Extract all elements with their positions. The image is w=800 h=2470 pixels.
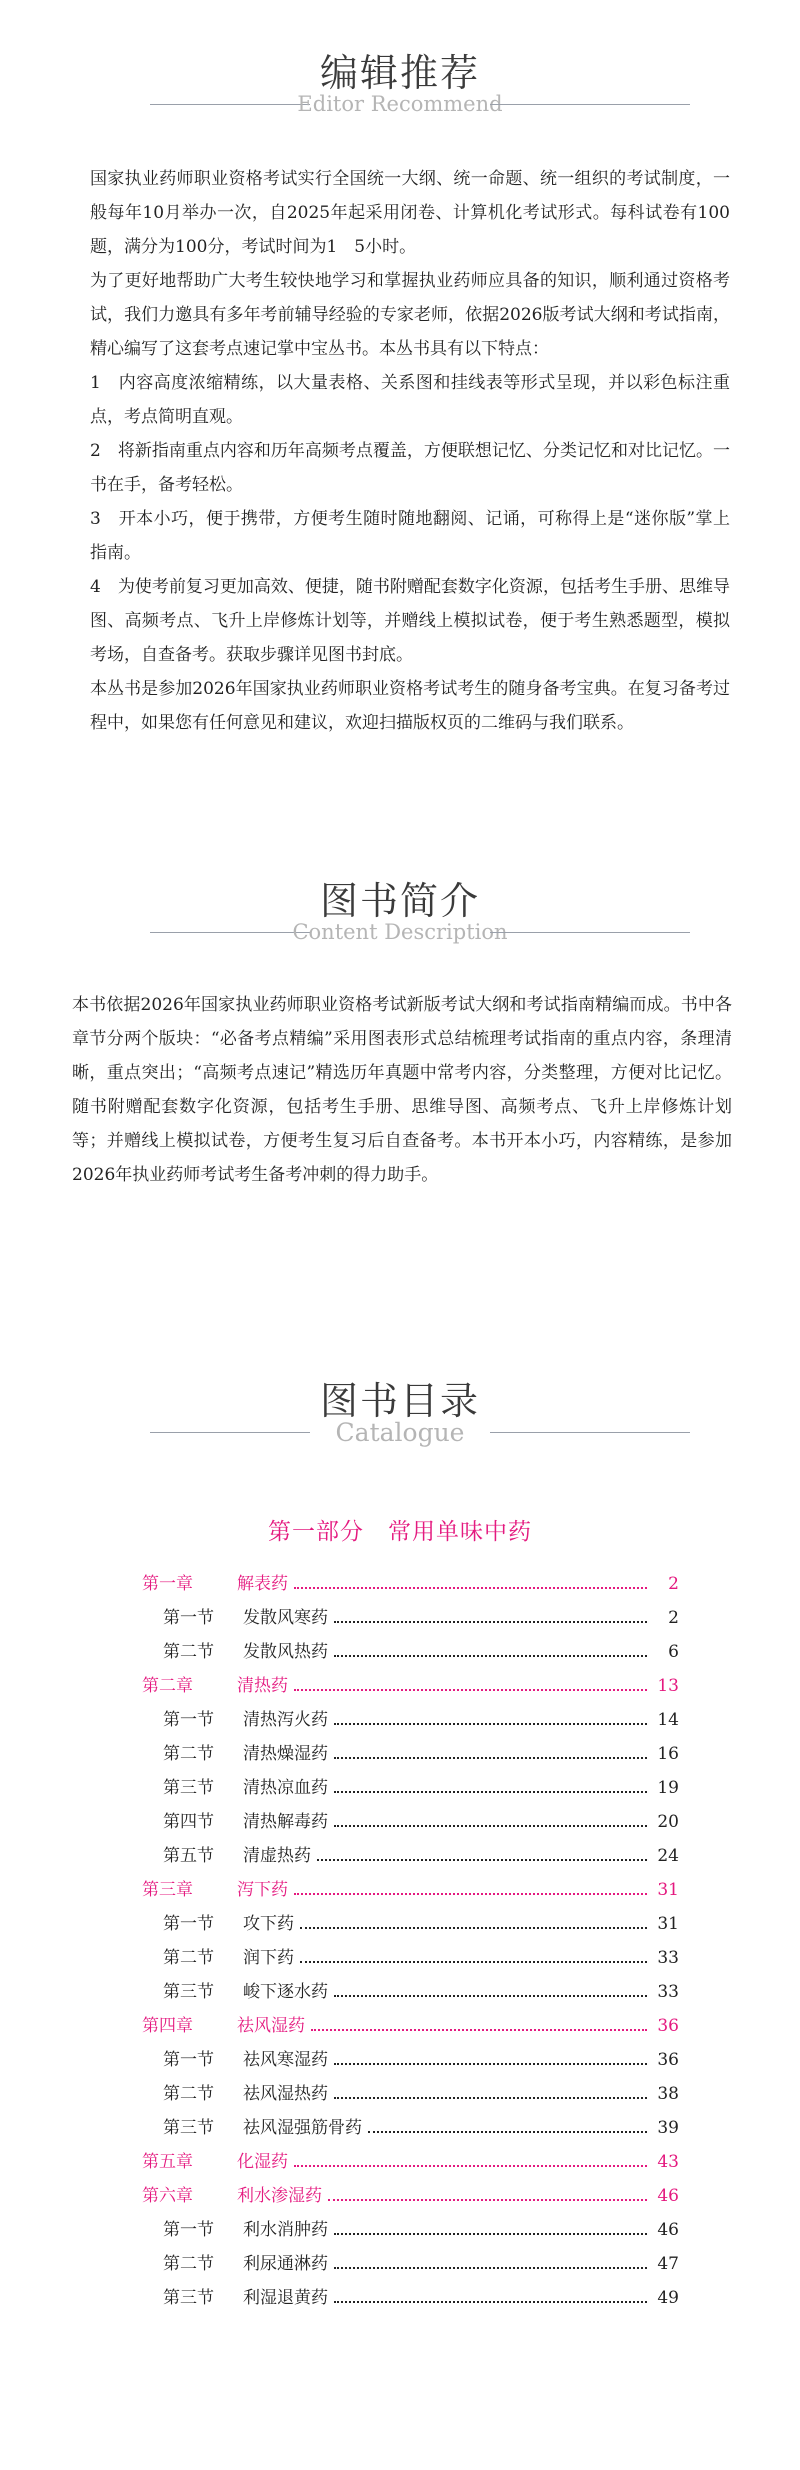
toc-number: 第一节: [163, 1608, 214, 1628]
toc-leader-dots: [368, 2131, 647, 2133]
toc-title: 祛风湿药: [237, 2016, 305, 2036]
part-title: 第一部分 常用单味中药: [268, 1519, 532, 1545]
toc-title: 清热燥湿药: [243, 1744, 328, 1764]
toc-title: 清热药: [237, 1676, 288, 1696]
editor-body: [90, 162, 730, 740]
toc-title: 利湿退黄药: [243, 2288, 328, 2308]
toc-number: 第二节: [163, 1642, 214, 1662]
toc-title: 峻下逐水药: [243, 1982, 328, 2002]
toc-leader-dots: [334, 1757, 647, 1759]
toc-leader-dots: [334, 2233, 647, 2235]
toc-number: 第六章: [142, 2186, 193, 2206]
toc-leader-dots: [294, 1587, 647, 1589]
toc-leader-dots: [294, 1689, 647, 1691]
toc-page-number: 36: [657, 2050, 679, 2070]
toc-section-row[interactable]: [0, 2077, 800, 2111]
toc-leader-dots: [334, 1825, 647, 1827]
toc-title: 发散风热药: [243, 1642, 328, 1662]
toc-page-number: 31: [657, 1880, 679, 1900]
toc-number: 第一节: [163, 1710, 214, 1730]
toc-number: 第二节: [163, 1744, 214, 1764]
catalogue-subtitle: Catalogue: [335, 1418, 465, 1447]
toc-title: 利水消肿药: [243, 2220, 328, 2240]
table-of-contents: [0, 1567, 800, 2315]
toc-title: 利水渗湿药: [237, 2186, 322, 2206]
toc-number: 第二章: [142, 1676, 193, 1696]
toc-number: 第一节: [163, 2050, 214, 2070]
toc-section-row[interactable]: [0, 2111, 800, 2145]
toc-page-number: 14: [657, 1710, 679, 1730]
toc-section-row[interactable]: [0, 1703, 800, 1737]
toc-title: 祛风湿热药: [243, 2084, 328, 2104]
toc-page-number: 33: [657, 1982, 679, 2002]
toc-chapter-row[interactable]: [0, 1873, 800, 1907]
catalogue-title: 图书目录: [319, 1379, 480, 1423]
toc-title: 解表药: [237, 1574, 288, 1594]
toc-chapter-row[interactable]: [0, 2145, 800, 2179]
toc-number: 第三章: [142, 1880, 193, 1900]
toc-page-number: 39: [657, 2118, 679, 2138]
divider-right: [490, 104, 690, 105]
intro-subtitle: Content Description: [292, 920, 508, 944]
toc-section-row[interactable]: [0, 1975, 800, 2009]
toc-title: 利尿通淋药: [243, 2254, 328, 2274]
toc-number: 第一节: [163, 2220, 214, 2240]
toc-leader-dots: [334, 1723, 647, 1725]
toc-page-number: 33: [657, 1948, 679, 1968]
toc-section-row[interactable]: [0, 2247, 800, 2281]
toc-page-number: 46: [657, 2186, 679, 2206]
toc-page-number: 13: [657, 1676, 679, 1696]
toc-title: 泻下药: [237, 1880, 288, 1900]
toc-number: 第五章: [142, 2152, 193, 2172]
toc-leader-dots: [300, 1961, 647, 1963]
intro-paragraph: 本书依据2026年国家执业药师职业资格考试新版考试大纲和考试指南精编而成。书中各章节分两个版块：“必备考点精编”采用图表形式总结梳理考试指南的重点内容，条理清晰，重点突出；“高频考点速记”精选历年真题中常考内容，分类整理，方便对比记忆。随书附赠配套数字化资源，包括考生手册、思维导图、高频考点、飞升上岸修炼计划等；并赠线上模拟试卷，方便考生复习后自查备考。本书开本小巧，内容精练，是参加2026年执业药师考试考生备考冲刺的得力助手。: [72, 995, 732, 1185]
intro-title: 图书简介: [319, 879, 480, 923]
editor-paragraph: 本丛书是参加2026年国家执业药师职业资格考试考生的随身备考宝典。在复习备考过程中，如果您有任何意见和建议，欢迎扫描版权页的二维码与我们联系。: [90, 679, 730, 733]
toc-leader-dots: [294, 2165, 647, 2167]
toc-number: 第三节: [163, 1982, 214, 2002]
toc-leader-dots: [334, 2097, 647, 2099]
toc-leader-dots: [334, 1791, 647, 1793]
editor-paragraph: 1 内容高度浓缩精练，以大量表格、关系图和挂线表等形式呈现，并以彩色标注重点，考点简明直观。: [90, 373, 730, 427]
toc-leader-dots: [317, 1859, 647, 1861]
toc-title: 化湿药: [237, 2152, 288, 2172]
toc-page-number: 19: [657, 1778, 679, 1798]
toc-leader-dots: [334, 1621, 647, 1623]
editor-title: 编辑推荐: [319, 51, 480, 95]
toc-page-number: 31: [657, 1914, 679, 1934]
toc-title: 清热解毒药: [243, 1812, 328, 1832]
toc-chapter-row[interactable]: [0, 2009, 800, 2043]
editor-paragraph: 国家执业药师职业资格考试实行全国统一大纲、统一命题、统一组织的考试制度，一般每年10月举办一次，自2025年起采用闭卷、计算机化考试形式。每科试卷有100题，满分为100分，考试时间为1 5小时。: [90, 169, 730, 257]
divider-right: [490, 1432, 690, 1433]
toc-number: 第二节: [163, 2254, 214, 2274]
toc-page-number: 36: [657, 2016, 679, 2036]
editor-subtitle: Editor Recommend: [297, 92, 503, 116]
editor-paragraph: 为了更好地帮助广大考生较快地学习和掌握执业药师应具备的知识，顺利通过资格考试，我们力邀具有多年考前辅导经验的专家老师，依据2026版考试大纲和考试指南，精心编写了这套考点速记掌中宝丛书。本丛书具有以下特点：: [90, 271, 730, 359]
toc-title: 发散风寒药: [243, 1608, 328, 1628]
editor-paragraph: 3 开本小巧，便于携带，方便考生随时随地翻阅、记诵，可称得上是“迷你版”掌上指南。: [90, 509, 730, 563]
toc-leader-dots: [334, 1655, 647, 1657]
toc-chapter-row[interactable]: [0, 2179, 800, 2213]
toc-leader-dots: [311, 2029, 647, 2031]
toc-leader-dots: [328, 2199, 647, 2201]
toc-section-row[interactable]: [0, 2043, 800, 2077]
toc-section-row[interactable]: [0, 1839, 800, 1873]
toc-title: 清虚热药: [243, 1846, 311, 1866]
toc-section-row[interactable]: [0, 1737, 800, 1771]
toc-page-number: 2: [668, 1608, 679, 1628]
toc-number: 第二节: [163, 1948, 214, 1968]
toc-number: 第二节: [163, 2084, 214, 2104]
editor-paragraph: 4 为使考前复习更加高效、便捷，随书附赠配套数字化资源，包括考生手册、思维导图、高频考点、飞升上岸修炼计划等，并赠线上模拟试卷，便于考生熟悉题型，模拟考场，自查备考。获取步骤详见图书封底。: [90, 577, 730, 665]
toc-number: 第一节: [163, 1914, 214, 1934]
toc-chapter-row[interactable]: [0, 1567, 800, 1601]
toc-number: 第四节: [163, 1812, 214, 1832]
toc-page-number: 2: [668, 1574, 679, 1594]
toc-title: 攻下药: [243, 1914, 294, 1934]
toc-title: 润下药: [243, 1948, 294, 1968]
toc-title: 清热泻火药: [243, 1710, 328, 1730]
toc-title: 祛风寒湿药: [243, 2050, 328, 2070]
toc-chapter-row[interactable]: [0, 1669, 800, 1703]
divider-right: [490, 932, 690, 933]
toc-leader-dots: [334, 2267, 647, 2269]
toc-page-number: 49: [657, 2288, 679, 2308]
toc-number: 第五节: [163, 1846, 214, 1866]
toc-number: 第三节: [163, 2118, 214, 2138]
toc-page-number: 20: [657, 1812, 679, 1832]
editor-paragraph: 2 将新指南重点内容和历年高频考点覆盖，方便联想记忆、分类记忆和对比记忆。一书在手，备考轻松。: [90, 441, 730, 495]
intro-body: [72, 988, 732, 1192]
toc-title: 祛风湿强筋骨药: [243, 2118, 362, 2138]
toc-leader-dots: [300, 1927, 647, 1929]
toc-section-row[interactable]: [0, 2281, 800, 2315]
toc-number: 第一章: [142, 1574, 193, 1594]
toc-section-row[interactable]: [0, 2213, 800, 2247]
toc-leader-dots: [334, 1995, 647, 1997]
toc-page-number: 47: [657, 2254, 679, 2274]
toc-page-number: 24: [657, 1846, 679, 1866]
toc-title: 清热凉血药: [243, 1778, 328, 1798]
toc-section-row[interactable]: [0, 1771, 800, 1805]
toc-section-row[interactable]: [0, 1907, 800, 1941]
toc-section-row[interactable]: [0, 1805, 800, 1839]
toc-leader-dots: [334, 2301, 647, 2303]
toc-page-number: 46: [657, 2220, 679, 2240]
toc-page-number: 38: [657, 2084, 679, 2104]
toc-section-row[interactable]: [0, 1601, 800, 1635]
toc-page-number: 6: [668, 1642, 679, 1662]
toc-section-row[interactable]: [0, 1635, 800, 1669]
toc-leader-dots: [294, 1893, 647, 1895]
toc-number: 第三节: [163, 2288, 214, 2308]
toc-page-number: 16: [657, 1744, 679, 1764]
toc-leader-dots: [334, 2063, 647, 2065]
toc-number: 第四章: [142, 2016, 193, 2036]
toc-page-number: 43: [657, 2152, 679, 2172]
toc-number: 第三节: [163, 1778, 214, 1798]
toc-section-row[interactable]: [0, 1941, 800, 1975]
